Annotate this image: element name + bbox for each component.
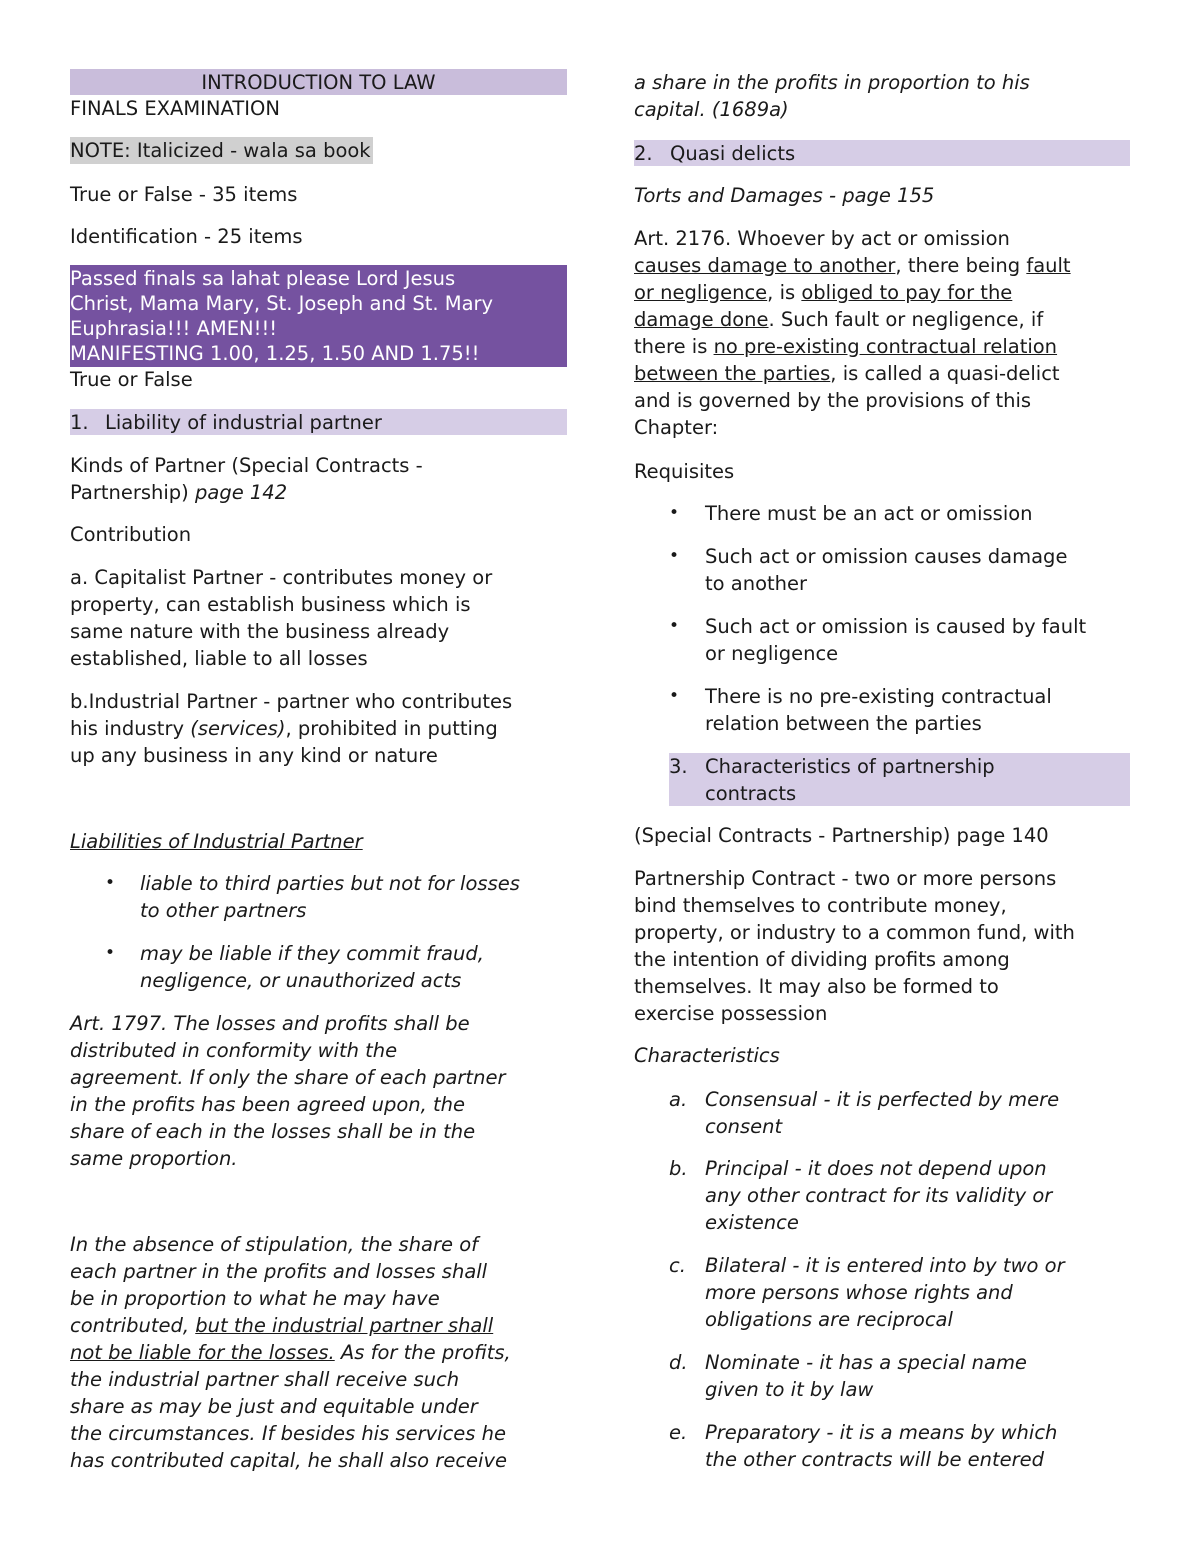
- paragraph-line: bind themselves to contribute money,: [634, 894, 1007, 917]
- paragraph-line: b.Industrial Partner - partner who contributes: [70, 690, 513, 713]
- paragraph-line: [634, 252, 1071, 279]
- prayer-line: Euphrasia!!! AMEN!!!: [70, 317, 278, 340]
- text-run: . Such fault or negligence, if: [768, 308, 1044, 331]
- underlined-text: no pre-existing contractual relation: [713, 335, 1058, 358]
- absence-of-stipulation: [70, 1231, 511, 1474]
- text-run: , is: [767, 281, 802, 304]
- requisite-bullet: [669, 683, 1135, 737]
- paragraph-line: the industrial partner shall receive such: [70, 1368, 460, 1391]
- kinds-of-partner: [70, 452, 423, 506]
- underlined-text: damage done: [634, 308, 769, 331]
- paragraph-line: established, liable to all losses: [70, 647, 368, 670]
- bullet-line: may be liable if they commit fraud,: [140, 942, 484, 965]
- paragraph-line: agreement. If only the share of each partner: [70, 1066, 506, 1089]
- kinds-line: Kinds of Partner (Special Contracts -: [70, 454, 423, 477]
- paragraph-line: a. Capitalist Partner - contributes money or: [70, 566, 493, 589]
- underlined-text: or negligence: [634, 281, 768, 304]
- paragraph-line: Art. 2176. Whoever by act or omission: [634, 227, 1010, 250]
- paragraph-line: themselves. It may also be formed to: [634, 975, 999, 998]
- bullet-icon: •: [669, 616, 680, 636]
- paragraph-line: Partnership Contract - two or more persons: [634, 867, 1057, 890]
- bullet-line: to other partners: [140, 899, 307, 922]
- text-run: As for the profits,: [334, 1341, 511, 1364]
- requisites-heading: Requisites: [634, 460, 735, 483]
- article-continuation: [634, 69, 1030, 123]
- prayer-line: MANIFESTING 1.00, 1.25, 1.50 AND 1.75!!: [70, 342, 480, 365]
- document-title: INTRODUCTION TO LAW: [70, 69, 567, 95]
- item-letter: e.: [669, 1421, 688, 1444]
- section-2-heading: [634, 140, 1130, 166]
- paragraph-line: In the absence of stipulation, the share of: [70, 1233, 479, 1256]
- paragraph-line: be in proportion to what he may have: [70, 1287, 440, 1310]
- underlined-text: fault: [1026, 254, 1071, 277]
- partnership-contract-definition: [634, 865, 1075, 1027]
- section-number: 2.: [634, 142, 653, 165]
- bullet-icon: •: [105, 943, 116, 963]
- item-letter: d.: [669, 1351, 688, 1374]
- section-title: Liability of industrial partner: [105, 411, 382, 434]
- characteristic-item: [669, 1419, 1135, 1473]
- paragraph-line: and is governed by the provisions of this: [634, 389, 1032, 412]
- bullet-line: There must be an act or omission: [705, 502, 1033, 525]
- kinds-page: page 142: [195, 481, 288, 504]
- item-line: Consensual - it is perfected by mere: [705, 1088, 1060, 1111]
- bullet-icon: •: [669, 546, 680, 566]
- text-run: his industry: [70, 717, 191, 740]
- paragraph-line: [70, 1339, 511, 1366]
- paragraph-line: [634, 279, 1071, 306]
- underlined-text: between the parties: [634, 362, 831, 385]
- industrial-partner: [70, 688, 512, 769]
- item-line: consent: [705, 1115, 783, 1138]
- kinds-line: [70, 479, 423, 506]
- bullet-line: to another: [705, 572, 808, 595]
- text-run: , there being: [895, 254, 1027, 277]
- requisite-bullet: [669, 500, 1135, 527]
- section-number: 1.: [70, 411, 89, 434]
- contribution-heading: Contribution: [70, 523, 192, 546]
- characteristic-item: [669, 1086, 1135, 1140]
- paragraph-line: distributed in conformity with the: [70, 1039, 398, 1062]
- true-false-heading: True or False: [70, 368, 193, 391]
- text-run: there is: [634, 335, 714, 358]
- bullet-icon: •: [669, 503, 680, 523]
- characteristic-item: [669, 1155, 1135, 1236]
- note-highlight: NOTE: Italicized - wala sa book: [70, 139, 371, 162]
- paragraph-line: [70, 1312, 511, 1339]
- article-2176: [634, 225, 1071, 441]
- note-line: [70, 137, 373, 164]
- underlined-text: but the industrial partner shall: [195, 1314, 494, 1337]
- text-run: , prohibited in putting: [285, 717, 498, 740]
- section-number: 3.: [669, 755, 688, 778]
- paragraph-line: exercise possession: [634, 1002, 828, 1025]
- bullet-icon: •: [105, 873, 116, 893]
- underlined-text: causes damage to another: [634, 254, 896, 277]
- item-line: obligations are reciprocal: [705, 1308, 953, 1331]
- bullet-line: negligence, or unauthorized acts: [140, 969, 462, 992]
- paragraph-line: share as may be just and equitable under: [70, 1395, 478, 1418]
- prayer-line: Passed finals sa lahat please Lord Jesus: [70, 267, 456, 290]
- kinds-text: Partnership): [70, 481, 195, 504]
- paragraph-line: each partner in the profits and losses shall: [70, 1260, 488, 1283]
- item-line: the other contracts will be entered: [705, 1448, 1045, 1471]
- characteristic-item: [669, 1252, 1135, 1333]
- paragraph-line: [634, 333, 1071, 360]
- paragraph-line: [70, 715, 512, 742]
- requisite-bullet: [669, 543, 1135, 597]
- article-1797: [70, 1010, 505, 1172]
- document-subtitle: FINALS EXAMINATION: [70, 97, 280, 120]
- item-line: Principal - it does not depend upon: [705, 1157, 1047, 1180]
- section-title: contracts: [705, 782, 797, 805]
- bullet-line: liable to third parties but not for losses: [140, 872, 520, 895]
- paragraph-line: same proportion.: [70, 1147, 238, 1170]
- item-line: existence: [705, 1211, 799, 1234]
- paragraph-line: [634, 306, 1071, 333]
- paragraph-line: same nature with the business already: [70, 620, 450, 643]
- bullet-line: Such act or omission causes damage: [705, 545, 1068, 568]
- prayer-box: [70, 265, 567, 367]
- item-letter: a.: [669, 1088, 688, 1111]
- item-line: more persons whose rights and: [705, 1281, 1013, 1304]
- liability-bullet: [105, 870, 570, 924]
- paragraph-line: share of each in the losses shall be in the: [70, 1120, 476, 1143]
- item-letter: c.: [669, 1254, 686, 1277]
- item-line: Bilateral - it is entered into by two or: [705, 1254, 1065, 1277]
- true-false-count: True or False - 35 items: [70, 183, 298, 206]
- paragraph-line: the circumstances. If besides his services he: [70, 1422, 507, 1445]
- services-italic: (services): [190, 717, 286, 740]
- paragraph-line: has contributed capital, he shall also receive: [70, 1449, 507, 1472]
- paragraph-line: property, or industry to a common fund, with: [634, 921, 1075, 944]
- section-3-heading: [669, 753, 1130, 806]
- special-contracts-reference: (Special Contracts - Partnership) page 140: [634, 824, 1049, 847]
- underlined-text: not be liable for the losses.: [70, 1341, 335, 1364]
- liability-bullet: [105, 940, 570, 994]
- torts-reference: Torts and Damages - page 155: [634, 184, 935, 207]
- item-line: Preparatory - it is a means by which: [705, 1421, 1058, 1444]
- bullet-line: Such act or omission is caused by fault: [705, 615, 1087, 638]
- bullet-line: relation between the parties: [705, 712, 982, 735]
- bullet-line: There is no pre-existing contractual: [705, 685, 1052, 708]
- requisite-bullet: [669, 613, 1135, 667]
- text-run: , is called a quasi-delict: [830, 362, 1060, 385]
- paragraph-line: the intention of dividing profits among: [634, 948, 1010, 971]
- liabilities-heading: Liabilities of Industrial Partner: [70, 830, 363, 853]
- paragraph-line: in the profits has been agreed upon, the: [70, 1093, 466, 1116]
- item-line: Nominate - it has a special name: [705, 1351, 1027, 1374]
- capitalist-partner: [70, 564, 492, 672]
- prayer-line: Christ, Mama Mary, St. Joseph and St. Mary: [70, 292, 494, 315]
- identification-count: Identification - 25 items: [70, 225, 303, 248]
- bullet-line: or negligence: [705, 642, 839, 665]
- characteristics-heading: Characteristics: [634, 1044, 780, 1067]
- bullet-icon: •: [669, 686, 680, 706]
- paragraph-line: capital. (1689a): [634, 98, 789, 121]
- paragraph-line: up any business in any kind or nature: [70, 744, 438, 767]
- paragraph-line: a share in the profits in proportion to his: [634, 71, 1030, 94]
- underlined-text: obliged to pay for the: [801, 281, 1013, 304]
- paragraph-line: [634, 360, 1071, 387]
- item-line: any other contract for its validity or: [705, 1184, 1053, 1207]
- text-run: contributed,: [70, 1314, 196, 1337]
- item-letter: b.: [669, 1157, 688, 1180]
- paragraph-line: Art. 1797. The losses and profits shall be: [70, 1012, 470, 1035]
- section-title: Quasi delicts: [670, 142, 796, 165]
- paragraph-line: property, can establish business which is: [70, 593, 471, 616]
- section-title: Characteristics of partnership: [705, 755, 995, 778]
- paragraph-line: Chapter:: [634, 416, 719, 439]
- item-line: given to it by law: [705, 1378, 874, 1401]
- section-1-heading: [70, 409, 567, 435]
- characteristic-item: [669, 1349, 1135, 1403]
